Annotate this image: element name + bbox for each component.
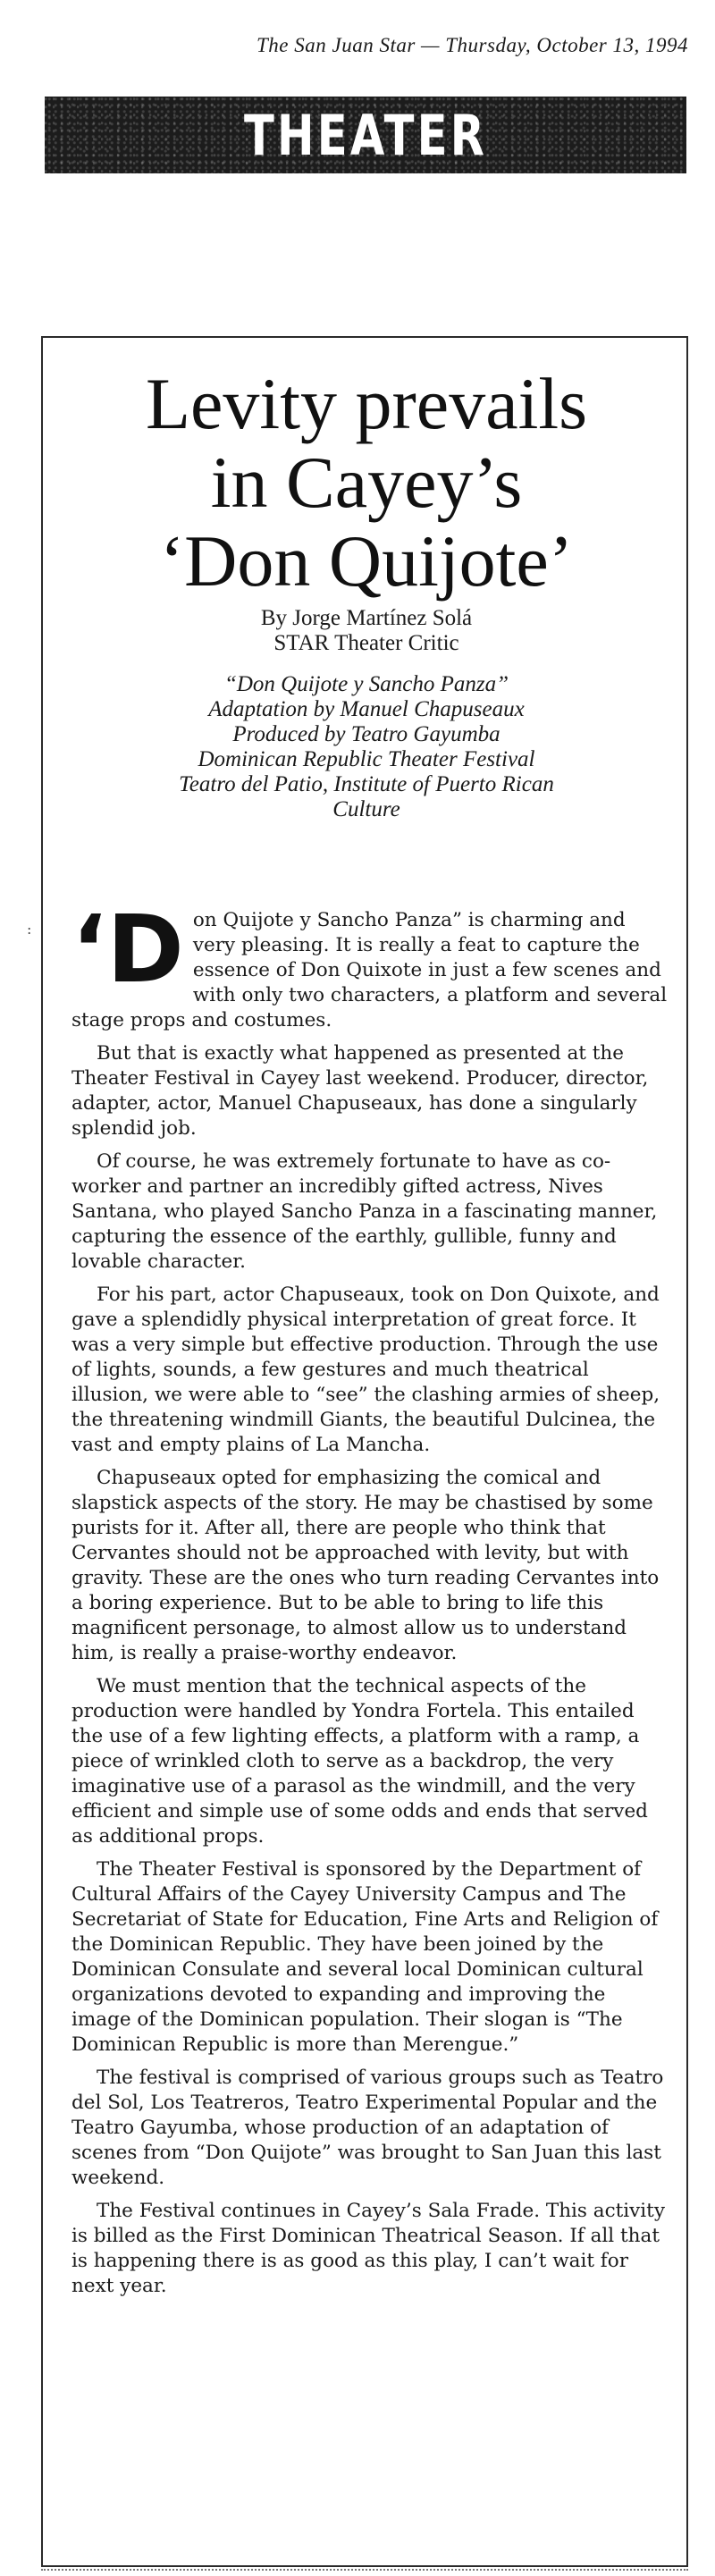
article-paragraph: Chapuseaux opted for emphasizing the comical and slapstick aspects of the story. He may be chastised by some purists for it. After all, there are people who think that Cervantes should not be approached with levity, but with gravity. These are the ones who turn reading Cervantes into a boring experience. But to be able to bring to life this magnificent personage, to almost allow us to understand him, is really a praise-worthy endeavor. — [72, 1467, 660, 1664]
credit-line: “Don Quijote y Sancho Panza” — [223, 672, 509, 696]
credit-line: Produced by Teatro Gayumba — [232, 722, 500, 746]
first-paragraph-text: on Quijote y Sancho Panza” is charming and very pleasing. It is really a feat to capture the essence of Don Quixote in just a few scenes and with only two characters, a platform and several stage props and costumes. — [72, 909, 668, 1031]
masthead: The San Juan Star — Thursday, October 13, 1994 — [257, 34, 688, 56]
margin-mark: : — [27, 921, 32, 938]
credit-line: Dominican Republic Theater Festival — [198, 747, 535, 771]
byline-role: STAR Theater Critic — [273, 631, 459, 655]
article-paragraph: But that is exactly what happened as presented at the Theater Festival in Cayey last weekend. Producer, director, adapter, actor, Manuel Chapuseaux, has done a singularly splendid job. — [72, 1042, 649, 1140]
production-credits — [54, 672, 679, 822]
article-paragraph: We must mention that the technical aspects of the production were handled by Yondra Fortela. This entailed the use of a few lighting effects, a platform with a ramp, a piece of wrinkled cloth to serve as a backdrop, the very imaginative use of a parasol as the windmill, and the very efficient and simple use of some odds and ends that served as additional props. — [72, 1675, 648, 1848]
article-paragraph — [72, 895, 670, 1033]
headline — [54, 365, 679, 601]
article-paragraph: The festival is comprised of various groups such as Teatro del Sol, Los Teatreros, Teatro Experimental Popular and the Teatro Gayumba, whose production of an adaptation of scenes from “Don Quijote” was brought to San Juan this last weekend. — [72, 2067, 664, 2189]
headline-line: ‘Don Quijote’ — [159, 520, 574, 602]
article-paragraph: For his part, actor Chapuseaux, took on Don Quixote, and gave a splendidly physical interpretation of great force. It was a very simple but effective production. Through the use of lights, sounds, a few gestures and much theatrical illusion, we were able to “see” the clashing armies of sheep, the threatening windmill Giants, the beautiful Dulcinea, the vast and empty plains of La Mancha. — [72, 1284, 660, 1456]
byline-author: By Jorge Martínez Solá — [260, 606, 473, 630]
headline-line: Levity prevails — [145, 363, 588, 444]
credit-line: Adaptation by Manuel Chapuseaux — [208, 697, 525, 721]
section-banner — [45, 97, 686, 173]
credit-line: Teatro del Patio, Institute of Puerto Rican — [179, 772, 554, 796]
section-label: THEATER — [243, 102, 488, 168]
article-paragraph: The Theater Festival is sponsored by the Department of Cultural Affairs of the Cayey University Campus and The Secretariat of State for Education, Fine Arts and Religion of the Dominican Republic. They have been joined by the Dominican Consulate and several local Dominican cultural organizations devoted to expanding and improving the image of the Dominican population. Their slogan is “The Dominican Republic is more than Merengue.” — [72, 1858, 659, 2056]
credit-line: Culture — [332, 797, 400, 821]
article-body — [72, 895, 670, 2307]
article-paragraph: The Festival continues in Cayey’s Sala Frade. This activity is billed as the First Dominican Theatrical Season. If all that is happening there is as good as this play, I can’t wait for next year. — [72, 2200, 665, 2297]
footer-rule — [41, 2569, 688, 2572]
headline-line: in Cayey’s — [210, 442, 523, 523]
byline — [54, 606, 679, 656]
article-paragraph: Of course, he was extremely fortunate to have as co-worker and partner an incredibly gifted actress, Nives Santana, who played Sancho Panza in a fascinating manner, capturing the essence of the earthly, gullible, funny and lovable character. — [72, 1150, 658, 1273]
drop-cap: ‘D — [72, 895, 184, 1004]
